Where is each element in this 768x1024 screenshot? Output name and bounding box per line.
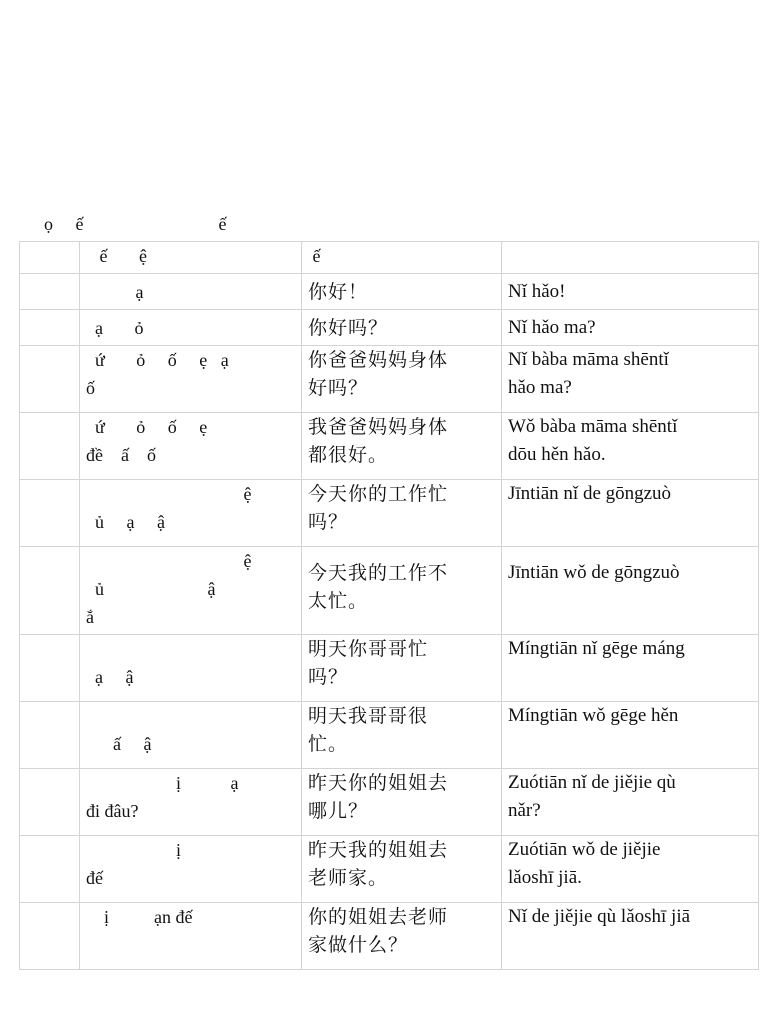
table-row — [20, 702, 759, 769]
table-row — [20, 547, 759, 635]
chinese-line: 你的姐姐去老师 — [308, 906, 449, 928]
vietnamese-cell — [80, 413, 302, 480]
pinyin-cell — [502, 310, 759, 346]
pinyin-line: Jīntiān wǒ de gōngzuò — [508, 562, 680, 583]
pinyin-cell — [502, 635, 759, 702]
pinyin-line: Nǐ bàba māma shēntǐ — [508, 349, 669, 370]
vietnamese-cell — [80, 480, 302, 547]
chinese-line: 今天我的工作不 — [308, 562, 449, 584]
vietnamese-line: ạ ỏ — [86, 317, 144, 338]
row-number-cell — [20, 547, 80, 635]
row-number-cell — [20, 274, 80, 310]
vietnamese-line: đế — [86, 868, 103, 888]
header-number-cell — [20, 242, 80, 274]
vietnamese-line: ạ ậ — [86, 667, 134, 687]
chinese-cell — [302, 547, 502, 635]
vietnamese-cell — [80, 903, 302, 970]
pinyin-cell — [502, 702, 759, 769]
pinyin-cell — [502, 413, 759, 480]
table-row — [20, 836, 759, 903]
vietnamese-cell — [80, 769, 302, 836]
vietnamese-line: ị — [86, 840, 182, 860]
vietnamese-cell — [80, 836, 302, 903]
chinese-line: 明天我哥哥很 — [308, 705, 429, 727]
header-pinyin-cell — [502, 242, 759, 274]
chinese-cell — [302, 903, 502, 970]
chinese-line: 你好吗？ — [308, 316, 389, 339]
row-number-cell — [20, 702, 80, 769]
section-heading: ọ ế ế — [44, 214, 227, 234]
chinese-line: 都很好。 — [308, 444, 389, 466]
vietnamese-line: ạ — [86, 281, 144, 302]
chinese-cell — [302, 310, 502, 346]
pinyin-cell — [502, 769, 759, 836]
chinese-cell — [302, 635, 502, 702]
vietnamese-line: ị ạn đế — [86, 907, 193, 927]
pinyin-cell — [502, 547, 759, 635]
row-number-cell — [20, 769, 80, 836]
vietnamese-line: ệ — [86, 551, 252, 571]
chinese-line: 昨天你的姐姐去 — [308, 772, 449, 794]
header-vietnamese-cell: ế ệ — [80, 242, 302, 274]
chinese-cell — [302, 836, 502, 903]
chinese-line: 明天你哥哥忙 — [308, 638, 429, 660]
chinese-cell — [302, 413, 502, 480]
vietnamese-cell — [80, 274, 302, 310]
vietnamese-line: ứ ỏ ố ẹ — [86, 417, 208, 437]
pinyin-line: Nǐ de jiějie qù lǎoshī jiā — [508, 906, 691, 927]
pinyin-cell — [502, 836, 759, 903]
chinese-line: 我爸爸妈妈身体 — [308, 416, 449, 438]
chinese-cell — [302, 480, 502, 547]
chinese-line: 今天你的工作忙 — [308, 483, 449, 505]
table-row — [20, 769, 759, 836]
pinyin-cell — [502, 346, 759, 413]
chinese-line: 忙。 — [308, 733, 349, 755]
pinyin-cell — [502, 903, 759, 970]
table-row — [20, 310, 759, 346]
pinyin-line: lǎoshī jiā. — [508, 867, 582, 888]
row-number-cell — [20, 903, 80, 970]
vietnamese-cell — [80, 702, 302, 769]
vietnamese-cell — [80, 310, 302, 346]
vietnamese-line: ủ ậ — [86, 579, 216, 599]
vietnamese-line: ị ạ — [86, 773, 239, 793]
pinyin-line: Míngtiān nǐ gēge máng — [508, 638, 685, 659]
table-row — [20, 413, 759, 480]
row-number-cell — [20, 635, 80, 702]
vietnamese-line: ệ — [86, 484, 252, 504]
chinese-cell — [302, 769, 502, 836]
pinyin-line: Nǐ hǎo! — [508, 280, 566, 302]
row-number-cell — [20, 346, 80, 413]
phrase-table-body — [20, 242, 759, 970]
pinyin-line: Nǐ hǎo ma? — [508, 316, 596, 338]
pinyin-line: Zuótiān wǒ de jiějie — [508, 839, 661, 860]
row-number-cell — [20, 836, 80, 903]
vietnamese-line: ắ — [86, 607, 94, 627]
vietnamese-line: đề ấ ố — [86, 445, 156, 465]
chinese-line: 家做什么？ — [308, 934, 409, 956]
pinyin-line: Zuótiān nǐ de jiějie qù — [508, 772, 676, 793]
table-row — [20, 346, 759, 413]
table-row — [20, 635, 759, 702]
chinese-line: 你爸爸妈妈身体 — [308, 349, 449, 371]
pinyin-cell — [502, 274, 759, 310]
vietnamese-line — [86, 635, 295, 663]
chinese-line: 太忙。 — [308, 590, 369, 612]
table-row — [20, 903, 759, 970]
phrase-table — [19, 241, 759, 970]
vietnamese-line: ố — [86, 378, 95, 398]
chinese-cell — [302, 702, 502, 769]
vietnamese-cell — [80, 547, 302, 635]
vietnamese-line: ứ ỏ ố ẹ ạ — [86, 350, 229, 370]
pinyin-line: Míngtiān wǒ gēge hěn — [508, 705, 679, 726]
vietnamese-line: ấ ậ — [86, 734, 152, 754]
chinese-line: 昨天我的姐姐去 — [308, 839, 449, 861]
vietnamese-line: ủ ạ ậ — [86, 512, 165, 532]
pinyin-line: dōu hěn hǎo. — [508, 444, 606, 465]
pinyin-cell — [502, 480, 759, 547]
vietnamese-cell — [80, 635, 302, 702]
pinyin-line: Wǒ bàba māma shēntǐ — [508, 416, 678, 437]
header-chinese-cell: ế — [302, 242, 502, 274]
chinese-cell — [302, 274, 502, 310]
table-header-row — [20, 242, 759, 274]
chinese-line: 哪儿？ — [308, 800, 369, 822]
row-number-cell — [20, 310, 80, 346]
chinese-line: 吗？ — [308, 511, 349, 533]
chinese-line: 老师家。 — [308, 867, 389, 889]
vietnamese-line — [86, 702, 295, 730]
chinese-line: 好吗？ — [308, 377, 369, 399]
row-number-cell — [20, 413, 80, 480]
vietnamese-line: đi đâu? — [86, 801, 139, 821]
pinyin-line: hǎo ma? — [508, 377, 572, 398]
row-number-cell — [20, 480, 80, 547]
pinyin-line: nǎr? — [508, 800, 541, 821]
pinyin-line: Jīntiān nǐ de gōngzuò — [508, 483, 672, 504]
vietnamese-cell — [80, 346, 302, 413]
table-row — [20, 480, 759, 547]
chinese-cell — [302, 346, 502, 413]
chinese-line: 吗？ — [308, 666, 349, 688]
chinese-line: 你好！ — [308, 280, 369, 303]
table-row — [20, 274, 759, 310]
